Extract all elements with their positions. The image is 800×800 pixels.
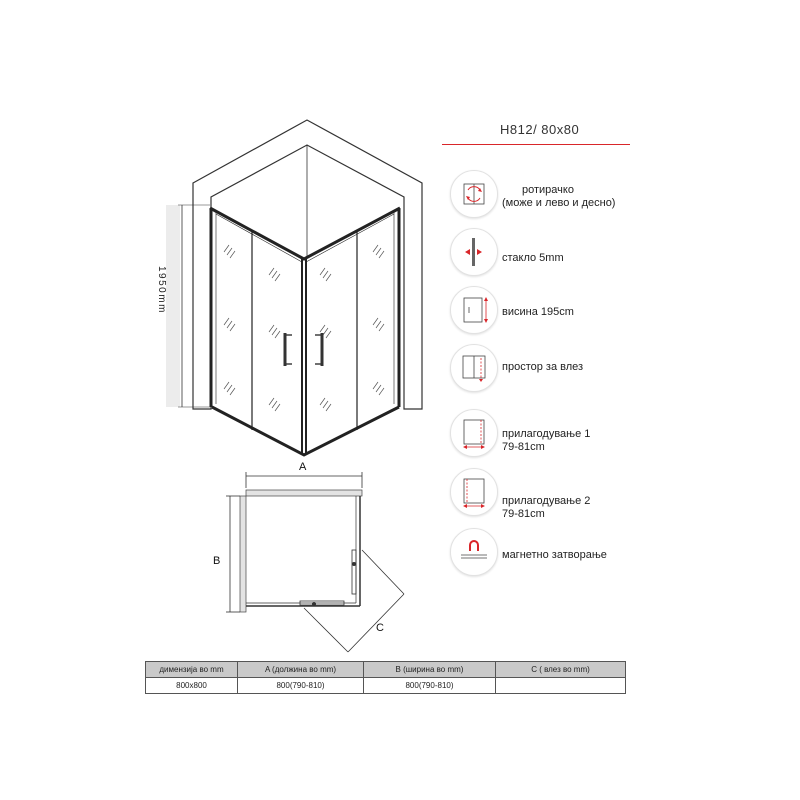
- feature-height: висина 195cm: [502, 306, 574, 318]
- table-header-cell: димензија во mm: [146, 662, 238, 678]
- dimension-c-label: C: [376, 622, 384, 634]
- table-cell: 800x800: [146, 678, 238, 694]
- table-row: [146, 678, 626, 694]
- height-dimension-line: [166, 205, 210, 407]
- adjust-2-icon: [450, 468, 498, 516]
- feature-adjust-2-line2: 79-81cm: [502, 508, 545, 520]
- table-header-row: [146, 662, 626, 678]
- table-header-cell: A (должина во mm): [238, 662, 364, 678]
- entry-space-icon: [450, 344, 498, 392]
- magnet-icon: [450, 528, 498, 576]
- feature-adjust-2-line1: прилагодување 2: [502, 495, 591, 507]
- rotate-icon: [450, 170, 498, 218]
- feature-adjust-1-line1: прилагодување 1: [502, 428, 591, 440]
- shower-enclosure: [210, 208, 400, 455]
- dimension-b-label: B: [213, 555, 221, 567]
- feature-rotate-line1: ротирачко: [522, 184, 574, 196]
- feature-glass: стакло 5mm: [502, 252, 564, 264]
- dimension-table: [145, 661, 626, 694]
- table-cell: [496, 678, 626, 694]
- title-underline: [442, 144, 630, 145]
- glass-reflections: [224, 245, 384, 411]
- table-cell: 800(790-810): [238, 678, 364, 694]
- height-label: 1950mm: [156, 266, 167, 314]
- adjust-1-icon: [450, 409, 498, 457]
- table-header-cell: B (ширина во mm): [364, 662, 496, 678]
- feature-entry-space: простор за влез: [502, 361, 584, 373]
- table-cell: 800(790-810): [364, 678, 496, 694]
- dimension-a-label: A: [299, 461, 307, 473]
- wall-outline: [193, 120, 422, 409]
- table-header-cell: C ( влез во mm): [496, 662, 626, 678]
- model-title: H812/ 80x80: [500, 122, 580, 137]
- height-icon: [450, 286, 498, 334]
- glass-icon: [450, 228, 498, 276]
- feature-magnet: магнетно затворање: [502, 549, 607, 561]
- feature-adjust-1-line2: 79-81cm: [502, 441, 545, 453]
- door-handles: [285, 333, 322, 366]
- feature-rotate-line2: (може и лево и десно): [502, 197, 616, 209]
